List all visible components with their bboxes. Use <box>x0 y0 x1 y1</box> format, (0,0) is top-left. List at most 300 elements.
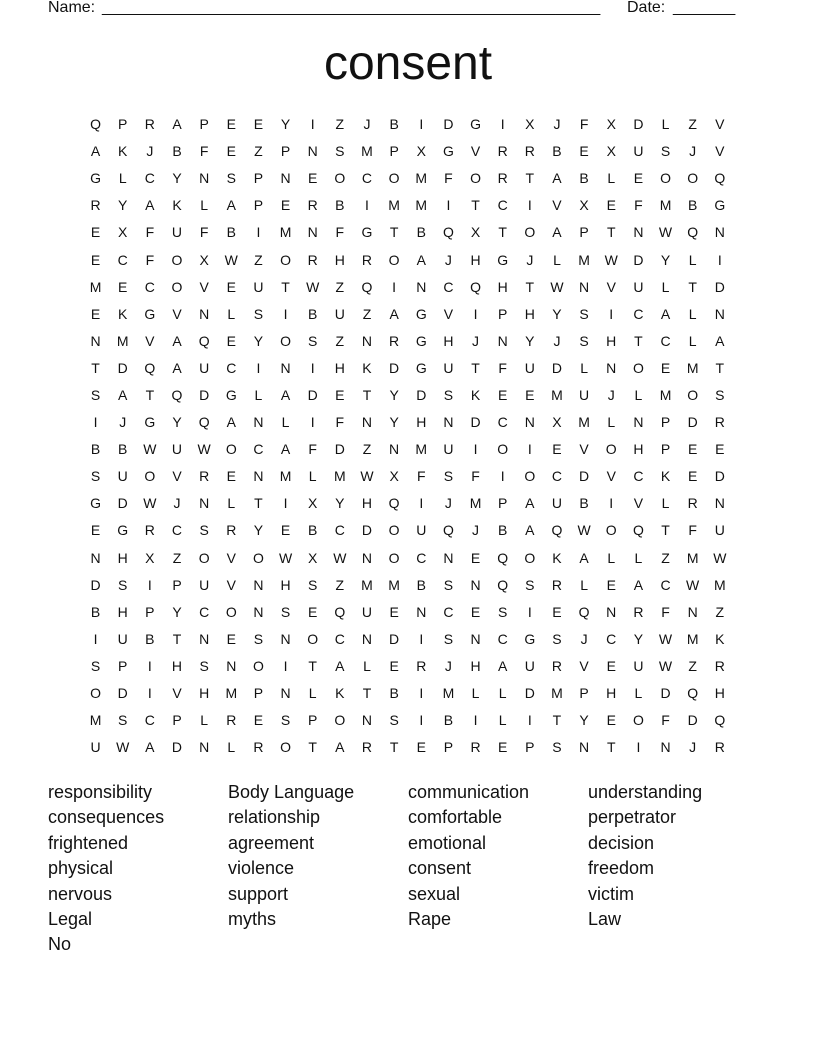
grid-letter[interactable]: L <box>661 116 670 133</box>
grid-letter[interactable]: Z <box>362 305 372 322</box>
grid-letter[interactable]: B <box>118 441 128 458</box>
grid-letter[interactable]: M <box>415 170 428 187</box>
grid-letter[interactable]: E <box>90 305 101 322</box>
grid-letter[interactable]: O <box>632 359 644 376</box>
date-blank-line[interactable]: _______ <box>673 0 736 16</box>
grid-letter[interactable]: J <box>119 414 127 431</box>
grid-letter[interactable]: T <box>471 197 480 214</box>
grid-letter[interactable]: E <box>470 549 481 566</box>
grid-letter[interactable]: O <box>470 170 481 187</box>
grid-letter[interactable]: I <box>527 603 532 620</box>
grid-letter[interactable]: U <box>551 495 563 512</box>
grid-letter[interactable]: D <box>90 576 101 593</box>
grid-letter[interactable]: L <box>580 576 588 593</box>
grid-letter[interactable]: E <box>525 386 535 403</box>
grid-letter[interactable]: O <box>198 549 210 566</box>
grid-letter[interactable]: I <box>419 495 424 512</box>
grid-letter[interactable]: O <box>388 170 400 187</box>
grid-letter[interactable]: M <box>89 278 102 295</box>
grid-letter[interactable]: O <box>171 278 183 295</box>
grid-letter[interactable]: I <box>365 197 369 214</box>
grid-letter[interactable]: H <box>443 332 454 349</box>
grid-letter[interactable]: D <box>361 522 373 539</box>
grid-letter[interactable]: W <box>333 549 347 566</box>
grid-letter[interactable]: S <box>90 657 101 674</box>
grid-letter[interactable]: E <box>687 468 698 485</box>
grid-letter[interactable]: N <box>579 278 590 295</box>
grid-letter[interactable]: A <box>172 332 182 349</box>
grid-letter[interactable]: H <box>606 685 617 702</box>
grid-letter[interactable]: C <box>144 712 155 729</box>
grid-letter[interactable]: F <box>416 468 426 485</box>
grid-letter[interactable]: S <box>118 576 128 593</box>
grid-letter[interactable]: W <box>658 630 673 647</box>
grid-letter[interactable]: F <box>444 170 453 187</box>
grid-letter[interactable]: N <box>199 495 210 512</box>
grid-letter[interactable]: S <box>308 576 318 593</box>
grid-letter[interactable]: D <box>660 685 671 702</box>
grid-letter[interactable]: C <box>660 332 671 349</box>
grid-letter[interactable]: N <box>90 549 101 566</box>
grid-letter[interactable]: O <box>524 224 536 241</box>
grid-letter[interactable]: E <box>90 522 101 539</box>
grid-letter[interactable]: R <box>470 739 481 756</box>
grid-letter[interactable]: R <box>307 197 318 214</box>
grid-letter[interactable]: O <box>225 603 237 620</box>
grid-letter[interactable]: M <box>415 441 428 458</box>
grid-letter[interactable]: M <box>279 468 292 485</box>
grid-letter[interactable]: L <box>498 685 507 702</box>
grid-letter[interactable]: V <box>145 332 155 349</box>
grid-letter[interactable]: P <box>498 305 508 322</box>
grid-letter[interactable]: D <box>470 414 481 431</box>
grid-letter[interactable]: S <box>280 712 291 729</box>
grid-letter[interactable]: I <box>256 224 261 241</box>
grid-letter[interactable]: E <box>498 739 508 756</box>
grid-letter[interactable]: R <box>226 522 237 539</box>
grid-letter[interactable]: S <box>389 712 399 729</box>
grid-letter[interactable]: P <box>660 441 671 458</box>
grid-letter[interactable]: U <box>524 359 535 376</box>
grid-letter[interactable]: E <box>660 359 671 376</box>
grid-letter[interactable]: P <box>308 712 318 729</box>
grid-letter[interactable]: H <box>524 305 535 322</box>
grid-letter[interactable]: N <box>280 630 291 647</box>
grid-letter[interactable]: X <box>389 468 399 485</box>
grid-letter[interactable]: A <box>498 657 508 674</box>
grid-letter[interactable]: R <box>361 251 373 268</box>
grid-letter[interactable]: B <box>335 197 345 214</box>
grid-letter[interactable]: Q <box>497 549 509 566</box>
grid-letter[interactable]: K <box>118 143 128 160</box>
grid-letter[interactable]: N <box>361 549 373 566</box>
grid-letter[interactable]: K <box>715 630 725 647</box>
grid-letter[interactable]: N <box>361 414 373 431</box>
grid-letter[interactable]: N <box>714 495 725 512</box>
grid-letter[interactable]: R <box>144 116 155 133</box>
grid-letter[interactable]: Z <box>335 576 345 593</box>
grid-letter[interactable]: B <box>389 685 399 702</box>
grid-letter[interactable]: N <box>253 468 264 485</box>
grid-letter[interactable]: N <box>714 305 725 322</box>
grid-letter[interactable]: O <box>660 170 671 187</box>
grid-letter[interactable]: N <box>443 549 454 566</box>
grid-letter[interactable]: X <box>470 224 481 241</box>
grid-letter[interactable]: H <box>714 685 725 702</box>
grid-letter[interactable]: R <box>199 468 210 485</box>
grid-letter[interactable]: A <box>525 522 535 539</box>
grid-letter[interactable]: O <box>225 441 237 458</box>
grid-letter[interactable]: P <box>660 414 671 431</box>
grid-letter[interactable]: M <box>334 468 346 485</box>
grid-letter[interactable]: L <box>227 495 236 512</box>
grid-letter[interactable]: R <box>714 414 725 431</box>
grid-letter[interactable]: T <box>362 386 372 403</box>
grid-letter[interactable]: S <box>253 630 264 647</box>
grid-letter[interactable]: H <box>416 414 427 431</box>
grid-letter[interactable]: G <box>361 224 373 241</box>
grid-letter[interactable]: I <box>310 414 315 431</box>
grid-letter[interactable]: X <box>308 495 318 512</box>
grid-letter[interactable]: E <box>389 657 399 674</box>
grid-letter[interactable]: Y <box>172 603 182 620</box>
grid-letter[interactable]: E <box>552 441 562 458</box>
grid-letter[interactable]: R <box>144 522 155 539</box>
grid-letter[interactable]: V <box>715 143 725 160</box>
grid-letter[interactable]: A <box>416 251 426 268</box>
grid-letter[interactable]: X <box>525 116 535 133</box>
grid-letter[interactable]: T <box>471 359 480 376</box>
grid-letter[interactable]: M <box>361 576 373 593</box>
grid-letter[interactable]: N <box>606 603 617 620</box>
grid-letter[interactable]: E <box>606 197 616 214</box>
grid-letter[interactable]: N <box>687 603 698 620</box>
grid-letter[interactable]: Z <box>688 116 697 133</box>
grid-letter[interactable]: O <box>687 170 699 187</box>
grid-letter[interactable]: Y <box>172 170 182 187</box>
grid-letter[interactable]: J <box>526 251 534 268</box>
grid-letter[interactable]: O <box>687 386 699 403</box>
grid-letter[interactable]: X <box>606 116 616 133</box>
grid-letter[interactable]: N <box>416 278 427 295</box>
grid-letter[interactable]: V <box>172 468 182 485</box>
grid-letter[interactable]: T <box>525 170 535 187</box>
grid-letter[interactable]: R <box>497 143 508 160</box>
grid-letter[interactable]: T <box>172 630 182 647</box>
grid-letter[interactable]: M <box>686 359 699 376</box>
grid-letter[interactable]: Y <box>118 197 128 214</box>
grid-letter[interactable]: K <box>552 549 562 566</box>
grid-letter[interactable]: U <box>633 278 644 295</box>
grid-letter[interactable]: D <box>389 630 400 647</box>
grid-letter[interactable]: I <box>147 657 152 674</box>
grid-letter[interactable]: D <box>687 414 698 431</box>
grid-letter[interactable]: F <box>634 197 643 214</box>
grid-letter[interactable]: G <box>415 359 427 376</box>
grid-letter[interactable]: I <box>500 468 505 485</box>
grid-letter[interactable]: V <box>470 143 481 160</box>
grid-letter[interactable]: I <box>527 441 532 458</box>
grid-letter[interactable]: Q <box>714 170 726 187</box>
grid-letter[interactable]: I <box>419 712 424 729</box>
grid-letter[interactable]: A <box>280 441 291 458</box>
grid-letter[interactable]: O <box>334 712 346 729</box>
grid-letter[interactable]: E <box>226 143 236 160</box>
grid-letter[interactable]: N <box>606 359 617 376</box>
grid-letter[interactable]: C <box>551 468 563 485</box>
grid-letter[interactable]: O <box>90 685 102 702</box>
grid-letter[interactable]: U <box>171 224 183 241</box>
grid-letter[interactable]: I <box>473 305 478 322</box>
grid-letter[interactable]: X <box>552 414 562 431</box>
grid-letter[interactable]: G <box>225 386 237 403</box>
grid-letter[interactable]: H <box>606 332 617 349</box>
grid-letter[interactable]: L <box>200 712 209 729</box>
grid-letter[interactable]: W <box>686 576 700 593</box>
grid-letter[interactable]: U <box>443 441 454 458</box>
grid-letter[interactable]: K <box>335 685 345 702</box>
grid-letter[interactable]: I <box>609 305 614 322</box>
grid-letter[interactable]: O <box>632 712 644 729</box>
grid-letter[interactable]: J <box>472 332 480 349</box>
grid-letter[interactable]: J <box>689 739 697 756</box>
grid-letter[interactable]: J <box>146 143 154 160</box>
grid-letter[interactable]: E <box>253 712 264 729</box>
grid-letter[interactable]: Q <box>198 332 210 349</box>
grid-letter[interactable]: M <box>388 576 400 593</box>
grid-letter[interactable]: N <box>199 170 210 187</box>
grid-letter[interactable]: W <box>197 441 211 458</box>
grid-letter[interactable]: Z <box>335 278 345 295</box>
grid-letter[interactable]: F <box>661 712 670 729</box>
grid-letter[interactable]: J <box>472 522 480 539</box>
grid-letter[interactable]: C <box>171 522 183 539</box>
grid-letter[interactable]: W <box>577 522 591 539</box>
grid-letter[interactable]: B <box>579 495 589 512</box>
grid-letter[interactable]: F <box>199 143 209 160</box>
grid-letter[interactable]: T <box>606 224 616 241</box>
grid-letter[interactable]: C <box>497 630 508 647</box>
grid-letter[interactable]: A <box>660 305 671 322</box>
grid-letter[interactable]: S <box>498 603 508 620</box>
grid-letter[interactable]: E <box>253 116 264 133</box>
grid-letter[interactable]: S <box>253 305 264 322</box>
grid-letter[interactable]: A <box>579 549 589 566</box>
grid-letter[interactable]: V <box>226 576 236 593</box>
grid-letter[interactable]: N <box>280 685 291 702</box>
grid-letter[interactable]: R <box>687 495 698 512</box>
grid-letter[interactable]: Z <box>254 143 263 160</box>
grid-letter[interactable]: K <box>470 386 481 403</box>
grid-letter[interactable]: U <box>117 468 128 485</box>
grid-letter[interactable]: Y <box>389 386 399 403</box>
grid-letter[interactable]: S <box>579 305 589 322</box>
grid-letter[interactable]: D <box>687 712 698 729</box>
grid-letter[interactable]: H <box>361 495 373 512</box>
grid-letter[interactable]: U <box>334 305 345 322</box>
grid-letter[interactable]: B <box>226 224 236 241</box>
grid-letter[interactable]: W <box>143 495 157 512</box>
grid-letter[interactable]: G <box>90 495 102 512</box>
grid-letter[interactable]: L <box>607 549 616 566</box>
grid-letter[interactable]: C <box>361 170 373 187</box>
grid-letter[interactable]: V <box>579 657 589 674</box>
grid-letter[interactable]: T <box>688 278 697 295</box>
grid-letter[interactable]: I <box>473 441 478 458</box>
grid-letter[interactable]: W <box>713 549 727 566</box>
grid-letter[interactable]: J <box>444 495 452 512</box>
grid-letter[interactable]: I <box>527 712 532 729</box>
grid-letter[interactable]: N <box>660 739 671 756</box>
grid-letter[interactable]: T <box>308 657 317 674</box>
grid-letter[interactable]: V <box>633 495 644 512</box>
grid-letter[interactable]: N <box>470 630 481 647</box>
grid-letter[interactable]: E <box>715 441 725 458</box>
grid-letter[interactable]: G <box>415 305 427 322</box>
grid-letter[interactable]: I <box>147 576 152 593</box>
grid-letter[interactable]: L <box>688 305 697 322</box>
grid-letter[interactable]: D <box>199 386 210 403</box>
grid-letter[interactable]: I <box>93 414 98 431</box>
grid-letter[interactable]: R <box>714 657 725 674</box>
grid-letter[interactable]: I <box>446 197 451 214</box>
grid-letter[interactable]: Y <box>335 495 345 512</box>
grid-letter[interactable]: A <box>145 197 155 214</box>
grid-letter[interactable]: F <box>308 441 317 458</box>
grid-letter[interactable]: R <box>714 739 725 756</box>
grid-letter[interactable]: D <box>524 685 535 702</box>
grid-letter[interactable]: H <box>497 278 508 295</box>
grid-letter[interactable]: D <box>579 468 590 485</box>
grid-letter[interactable]: S <box>715 386 725 403</box>
grid-letter[interactable]: L <box>471 685 480 702</box>
grid-letter[interactable]: W <box>658 224 673 241</box>
grid-letter[interactable]: B <box>90 441 101 458</box>
grid-letter[interactable]: D <box>307 386 318 403</box>
grid-letter[interactable]: Q <box>171 386 183 403</box>
grid-letter[interactable]: G <box>524 630 536 647</box>
grid-letter[interactable]: R <box>389 332 400 349</box>
grid-letter[interactable]: P <box>280 143 291 160</box>
grid-letter[interactable]: R <box>361 739 373 756</box>
grid-letter[interactable]: M <box>659 197 672 214</box>
grid-letter[interactable]: Z <box>661 549 670 566</box>
grid-letter[interactable]: E <box>226 468 236 485</box>
grid-letter[interactable]: O <box>144 468 156 485</box>
grid-letter[interactable]: J <box>580 630 588 647</box>
grid-letter[interactable]: V <box>606 278 616 295</box>
grid-letter[interactable]: N <box>253 603 264 620</box>
grid-letter[interactable]: U <box>199 576 210 593</box>
grid-letter[interactable]: L <box>661 495 670 512</box>
grid-letter[interactable]: P <box>579 224 589 241</box>
grid-letter[interactable]: L <box>553 251 561 268</box>
grid-letter[interactable]: I <box>419 630 424 647</box>
grid-letter[interactable]: T <box>715 359 725 376</box>
grid-letter[interactable]: S <box>335 143 345 160</box>
grid-letter[interactable]: X <box>308 549 318 566</box>
grid-letter[interactable]: M <box>225 685 238 702</box>
grid-letter[interactable]: C <box>334 630 345 647</box>
grid-letter[interactable]: I <box>636 739 641 756</box>
grid-letter[interactable]: G <box>144 414 156 431</box>
grid-letter[interactable]: O <box>388 549 400 566</box>
grid-letter[interactable]: Q <box>442 224 454 241</box>
grid-letter[interactable]: F <box>498 359 507 376</box>
grid-letter[interactable]: Y <box>280 116 291 133</box>
grid-letter[interactable]: W <box>116 739 130 756</box>
grid-letter[interactable]: R <box>416 657 427 674</box>
grid-letter[interactable]: R <box>307 251 318 268</box>
grid-letter[interactable]: G <box>470 116 481 133</box>
grid-letter[interactable]: E <box>90 251 101 268</box>
grid-letter[interactable]: A <box>525 495 535 512</box>
grid-letter[interactable]: L <box>308 685 317 702</box>
grid-letter[interactable]: P <box>145 603 155 620</box>
grid-letter[interactable]: M <box>469 495 482 512</box>
grid-letter[interactable]: C <box>226 359 237 376</box>
grid-letter[interactable]: M <box>415 197 428 214</box>
grid-letter[interactable]: H <box>470 251 481 268</box>
grid-letter[interactable]: B <box>498 522 508 539</box>
grid-letter[interactable]: C <box>660 576 671 593</box>
grid-letter[interactable]: C <box>144 170 155 187</box>
grid-letter[interactable]: R <box>633 603 644 620</box>
grid-letter[interactable]: T <box>145 386 155 403</box>
grid-letter[interactable]: G <box>90 170 102 187</box>
grid-letter[interactable]: M <box>442 685 455 702</box>
grid-letter[interactable]: L <box>227 305 236 322</box>
grid-letter[interactable]: Y <box>552 305 562 322</box>
grid-letter[interactable]: L <box>200 197 209 214</box>
grid-letter[interactable]: O <box>280 739 291 756</box>
name-blank-line[interactable]: ________________________________________________________ <box>102 0 601 16</box>
grid-letter[interactable]: M <box>89 712 102 729</box>
grid-letter[interactable]: I <box>473 712 478 729</box>
grid-letter[interactable]: Y <box>389 414 399 431</box>
grid-letter[interactable]: Q <box>551 522 563 539</box>
grid-letter[interactable]: G <box>442 143 454 160</box>
grid-letter[interactable]: Y <box>253 522 264 539</box>
grid-letter[interactable]: C <box>633 468 644 485</box>
grid-letter[interactable]: Y <box>660 251 671 268</box>
grid-letter[interactable]: B <box>145 630 155 647</box>
grid-letter[interactable]: S <box>443 386 454 403</box>
grid-letter[interactable]: J <box>553 116 561 133</box>
grid-letter[interactable]: I <box>527 197 532 214</box>
grid-letter[interactable]: H <box>470 657 481 674</box>
grid-letter[interactable]: O <box>524 549 536 566</box>
grid-letter[interactable]: N <box>253 576 264 593</box>
grid-letter[interactable]: K <box>172 197 182 214</box>
grid-letter[interactable]: P <box>172 712 182 729</box>
grid-letter[interactable]: Q <box>334 603 346 620</box>
grid-letter[interactable]: F <box>199 224 209 241</box>
grid-letter[interactable]: U <box>633 657 644 674</box>
grid-letter[interactable]: R <box>226 712 237 729</box>
grid-letter[interactable]: N <box>443 414 454 431</box>
grid-letter[interactable]: N <box>633 224 644 241</box>
grid-letter[interactable]: J <box>553 332 561 349</box>
grid-letter[interactable]: C <box>497 414 508 431</box>
grid-letter[interactable]: P <box>579 685 589 702</box>
grid-letter[interactable]: B <box>389 116 399 133</box>
grid-letter[interactable]: Q <box>578 603 590 620</box>
grid-letter[interactable]: S <box>308 332 318 349</box>
grid-letter[interactable]: H <box>334 359 345 376</box>
grid-letter[interactable]: I <box>609 495 614 512</box>
grid-letter[interactable]: U <box>443 359 454 376</box>
